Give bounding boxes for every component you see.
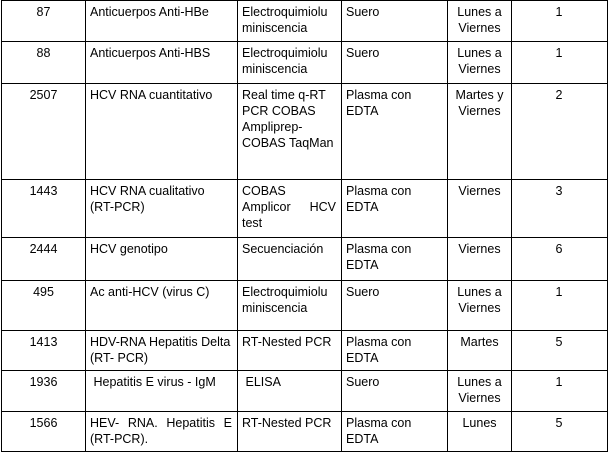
table-row [2, 331, 608, 371]
days-cell: Martes [448, 331, 512, 371]
table-row [2, 180, 608, 238]
table-row [2, 371, 608, 412]
sample-cell: Plasma con EDTA [342, 331, 448, 371]
test-name-cell: HDV-RNA Hepatitis Delta (RT- PCR) [86, 331, 238, 371]
test-name-cell: HCV RNA cuantitativo [86, 84, 238, 180]
test-code-cell: 1413 [2, 331, 86, 371]
test-name-cell: Anticuerpos Anti-HBS [86, 42, 238, 84]
test-code-cell: 88 [2, 42, 86, 84]
days-cell: Lunes a Viernes [448, 1, 512, 42]
days-cell: Lunes a Viernes [448, 42, 512, 84]
days-cell: Lunes [448, 412, 512, 452]
method-cell: Secuenciación [238, 238, 342, 281]
method-cell: COBAS Amplicor HCV test [238, 180, 342, 238]
table-row [2, 42, 608, 84]
method-cell: ELISA [238, 371, 342, 412]
turnaround-cell: 5 [512, 331, 608, 371]
test-code-cell: 2507 [2, 84, 86, 180]
sample-cell: Plasma con EDTA [342, 238, 448, 281]
days-cell: Lunes a Viernes [448, 281, 512, 331]
test-name-cell: Ac anti-HCV (virus C) [86, 281, 238, 331]
days-cell: Viernes [448, 238, 512, 281]
test-code-cell: 2444 [2, 238, 86, 281]
method-cell: Electroquimiolu miniscencia [238, 281, 342, 331]
turnaround-cell: 5 [512, 412, 608, 452]
sample-cell: Plasma con EDTA [342, 180, 448, 238]
turnaround-cell: 1 [512, 371, 608, 412]
sample-cell: Plasma con EDTA [342, 84, 448, 180]
test-name-cell: Anticuerpos Anti-HBe [86, 1, 238, 42]
test-name-cell: Hepatitis E virus - IgM [86, 371, 238, 412]
test-name-cell: HCV RNA cualitativo (RT-PCR) [86, 180, 238, 238]
turnaround-cell: 6 [512, 238, 608, 281]
table-row [2, 84, 608, 180]
test-code-cell: 1566 [2, 412, 86, 452]
method-cell: Real time q-RT PCR COBAS Ampliprep- COBAS TaqMan [238, 84, 342, 180]
test-code-cell: 495 [2, 281, 86, 331]
test-code-cell: 1936 [2, 371, 86, 412]
sample-cell: Suero [342, 42, 448, 84]
method-cell: Electroquimiolu miniscencia [238, 42, 342, 84]
sample-cell: Suero [342, 1, 448, 42]
table-row [2, 281, 608, 331]
test-name-cell: HEV- RNA. Hepatitis E (RT-PCR). [86, 412, 238, 452]
turnaround-cell: 1 [512, 281, 608, 331]
turnaround-cell: 3 [512, 180, 608, 238]
turnaround-cell: 1 [512, 1, 608, 42]
table-row [2, 1, 608, 42]
test-code-cell: 87 [2, 1, 86, 42]
table-row [2, 412, 608, 452]
sample-cell: Plasma con EDTA [342, 412, 448, 452]
test-catalog-table [1, 0, 608, 452]
method-cell: Electroquimiolu miniscencia [238, 1, 342, 42]
days-cell: Martes y Viernes [448, 84, 512, 180]
days-cell: Lunes a Viernes [448, 371, 512, 412]
method-cell: RT-Nested PCR [238, 331, 342, 371]
sample-cell: Suero [342, 371, 448, 412]
test-name-cell: HCV genotipo [86, 238, 238, 281]
sample-cell: Suero [342, 281, 448, 331]
days-cell: Viernes [448, 180, 512, 238]
method-cell: RT-Nested PCR [238, 412, 342, 452]
turnaround-cell: 2 [512, 84, 608, 180]
table-row [2, 238, 608, 281]
turnaround-cell: 1 [512, 42, 608, 84]
test-code-cell: 1443 [2, 180, 86, 238]
